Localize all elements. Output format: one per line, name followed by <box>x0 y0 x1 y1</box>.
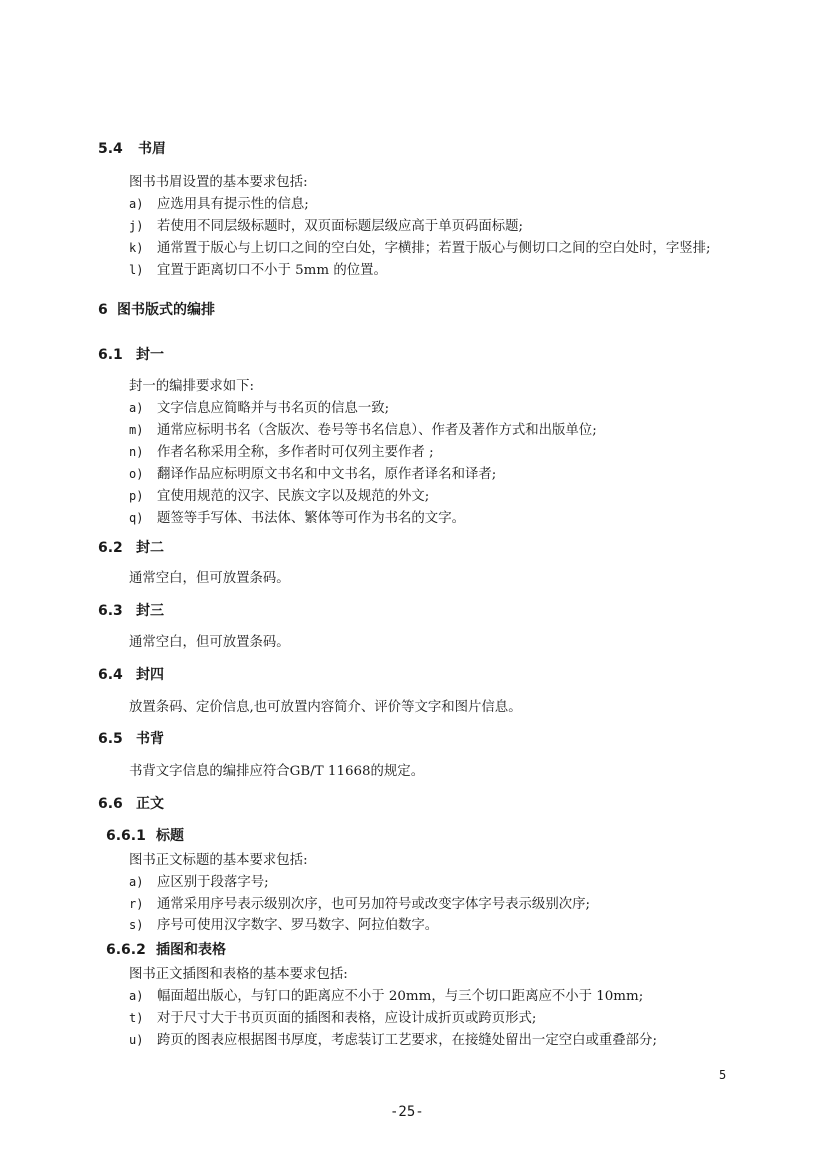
heading-title: 封四 <box>136 667 164 683</box>
list-item: t) 对于尺寸大于书页页面的插图和表格，应设计成折页或跨页形式; <box>129 1011 537 1026</box>
list-item: u) 跨页的图表应根据图书厚度，考虑装订工艺要求，在接缝处留出一定空白或重叠部分; <box>129 1033 657 1048</box>
heading-number: 5.4 <box>98 141 123 157</box>
heading-title: 正文 <box>136 796 164 812</box>
footer-page-number: -25- <box>390 1104 424 1120</box>
heading-number: 6.6.2 <box>106 942 146 958</box>
heading-6-6-2 <box>106 939 226 959</box>
list-item: s) 序号可使用汉字数字、罗马数字、阿拉伯数字。 <box>129 918 439 933</box>
section-intro: 图书书眉设置的基本要求包括: <box>129 175 308 190</box>
list-item: m) 通常应标明书名（含版次、卷号等书名信息）、作者及著作方式和出版单位; <box>129 423 597 438</box>
heading-6 <box>98 299 215 319</box>
heading-6-4 <box>98 664 164 684</box>
heading-title: 插图和表格 <box>156 942 226 958</box>
section-intro: 图书正文插图和表格的基本要求包括: <box>129 967 348 982</box>
heading-title: 封二 <box>136 540 164 556</box>
heading-number: 6.6.1 <box>106 828 146 844</box>
heading-title: 封一 <box>136 347 164 363</box>
heading-6-5 <box>98 728 164 748</box>
list-item: a) 应选用具有提示性的信息; <box>129 197 309 212</box>
heading-6-1 <box>98 344 164 364</box>
heading-5-4 <box>98 138 166 158</box>
heading-number: 6.3 <box>98 603 123 619</box>
section-text: 通常空白，但可放置条码。 <box>129 635 290 650</box>
heading-6-6 <box>98 793 164 813</box>
heading-title: 标题 <box>156 828 184 844</box>
list-item: r) 通常采用序号表示级别次序，也可另加符号或改变字体字号表示级别次序; <box>129 897 591 912</box>
heading-number: 6.6 <box>98 796 123 812</box>
list-item: l) 宜置于距离切口不小于 5mm 的位置。 <box>129 263 387 278</box>
heading-6-6-1 <box>106 825 184 845</box>
heading-number: 6.4 <box>98 667 123 683</box>
list-item: a) 文字信息应简略并与书名页的信息一致; <box>129 401 390 416</box>
heading-number: 6.2 <box>98 540 123 556</box>
heading-number: 6.5 <box>98 731 123 747</box>
section-intro: 封一的编排要求如下: <box>129 379 255 394</box>
heading-title: 封三 <box>136 603 164 619</box>
section-intro: 图书正文标题的基本要求包括: <box>129 853 308 868</box>
list-item: q) 题签等手写体、书法体、繁体等可作为书名的文字。 <box>129 511 465 526</box>
list-item: j) 若使用不同层级标题时，双页面标题层级应高于单页码面标题; <box>129 219 524 234</box>
heading-6-3 <box>98 600 164 620</box>
page-number: 5 <box>719 1068 727 1082</box>
list-item: o) 翻译作品应标明原文书名和中文书名，原作者译名和译者; <box>129 467 497 482</box>
heading-title: 书眉 <box>138 141 166 157</box>
heading-number: 6 <box>98 302 108 318</box>
heading-title: 书背 <box>136 731 164 747</box>
heading-title: 图书版式的编排 <box>117 302 215 318</box>
list-item: k) 通常置于版心与上切口之间的空白处，字横排；若置于版心与侧切口之间的空白处时，字竖排; <box>129 241 711 256</box>
heading-number: 6.1 <box>98 347 123 363</box>
heading-6-2 <box>98 537 164 557</box>
section-text: 书背文字信息的编排应符合GB/T 11668的规定。 <box>129 764 425 779</box>
section-text: 放置条码、定价信息,也可放置内容简介、评价等文字和图片信息。 <box>129 700 522 715</box>
list-item: a) 幅面超出版心，与钉口的距离应不小于 20mm，与三个切口距离应不小于 10mm; <box>129 989 644 1004</box>
list-item: p) 宜使用规范的汉字、民族文字以及规范的外文; <box>129 489 430 504</box>
section-text: 通常空白，但可放置条码。 <box>129 571 290 586</box>
list-item: a) 应区别于段落字号; <box>129 875 269 890</box>
list-item: n) 作者名称采用全称，多作者时可仅列主要作者 ; <box>129 445 434 460</box>
